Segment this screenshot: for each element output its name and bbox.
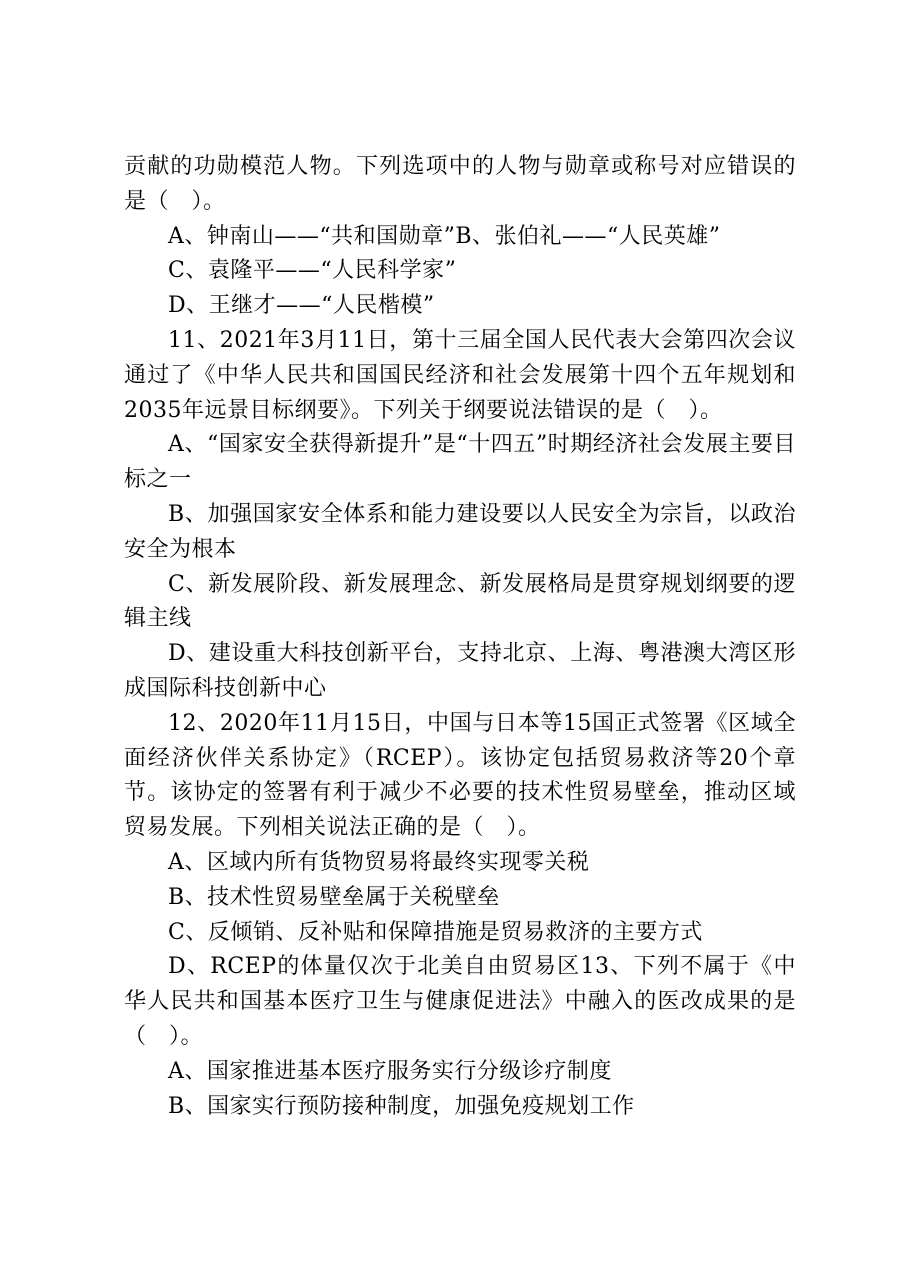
question-12-option-a: A、区域内所有货物贸易将最终实现零关税: [168, 849, 590, 875]
question-11-option-d: D、建设重大科技创新平台，支持北京、上海、粤港澳大湾区形成国际科技创新中心: [124, 641, 796, 701]
option-a: A、钟南山——“共和国勋章”B、张伯礼——“人民英雄”: [168, 223, 721, 249]
option-c: C、袁隆平——“人民科学家”: [168, 258, 457, 284]
question-13-option-b: B、国家实行预防接种制度，加强免疫规划工作: [168, 1093, 635, 1119]
question-11-option-a: A、“国家安全获得新提升”是“十四五”时期经济社会发展主要目标之一: [124, 432, 796, 493]
document-body: [124, 150, 796, 1124]
option-d: D、王继才——“人民楷模”: [168, 293, 435, 319]
question-12-option-d-and-question-13: D、RCEP的体量仅次于北美自由贸易区13、下列不属于《中华人民共和国基本医疗卫生与健康促进法》中融入的医改成果的是（ ）。: [124, 954, 796, 1049]
question-12-option-b: B、技术性贸易壁垒属于关税壁垒: [168, 884, 500, 910]
question-11-option-c: C、新发展阶段、新发展理念、新发展格局是贯穿规划纲要的逻辑主线: [124, 571, 796, 632]
question-12: 12、2020年11月15日，中国与日本等15国正式签署《区域全面经济伙伴关系协定》（RCEP）。该协定包括贸易救济等20个章节。该协定的签署有利于减少不必要的技术性贸易壁垒，推动区域贸易发展。下列相关说法正确的是（ ）。: [124, 710, 796, 841]
paragraph: 贡献的功勋模范人物。下列选项中的人物与勋章或称号对应错误的是（ ）。: [124, 154, 796, 214]
question-13-option-a: A、国家推进基本医疗服务实行分级诊疗制度: [168, 1058, 612, 1084]
question-11: 11、2021年3月11日，第十三届全国人民代表大会第四次会议通过了《中华人民共和国国民经济和社会发展第十四个五年规划和2035年远景目标纲要》。下列关于纲要说法错误的是（ ）。: [124, 327, 796, 423]
question-11-option-b: B、加强国家安全体系和能力建设要以人民安全为宗旨，以政治安全为根本: [124, 501, 796, 562]
question-12-option-c: C、反倾销、反补贴和保障措施是贸易救济的主要方式: [168, 919, 703, 945]
